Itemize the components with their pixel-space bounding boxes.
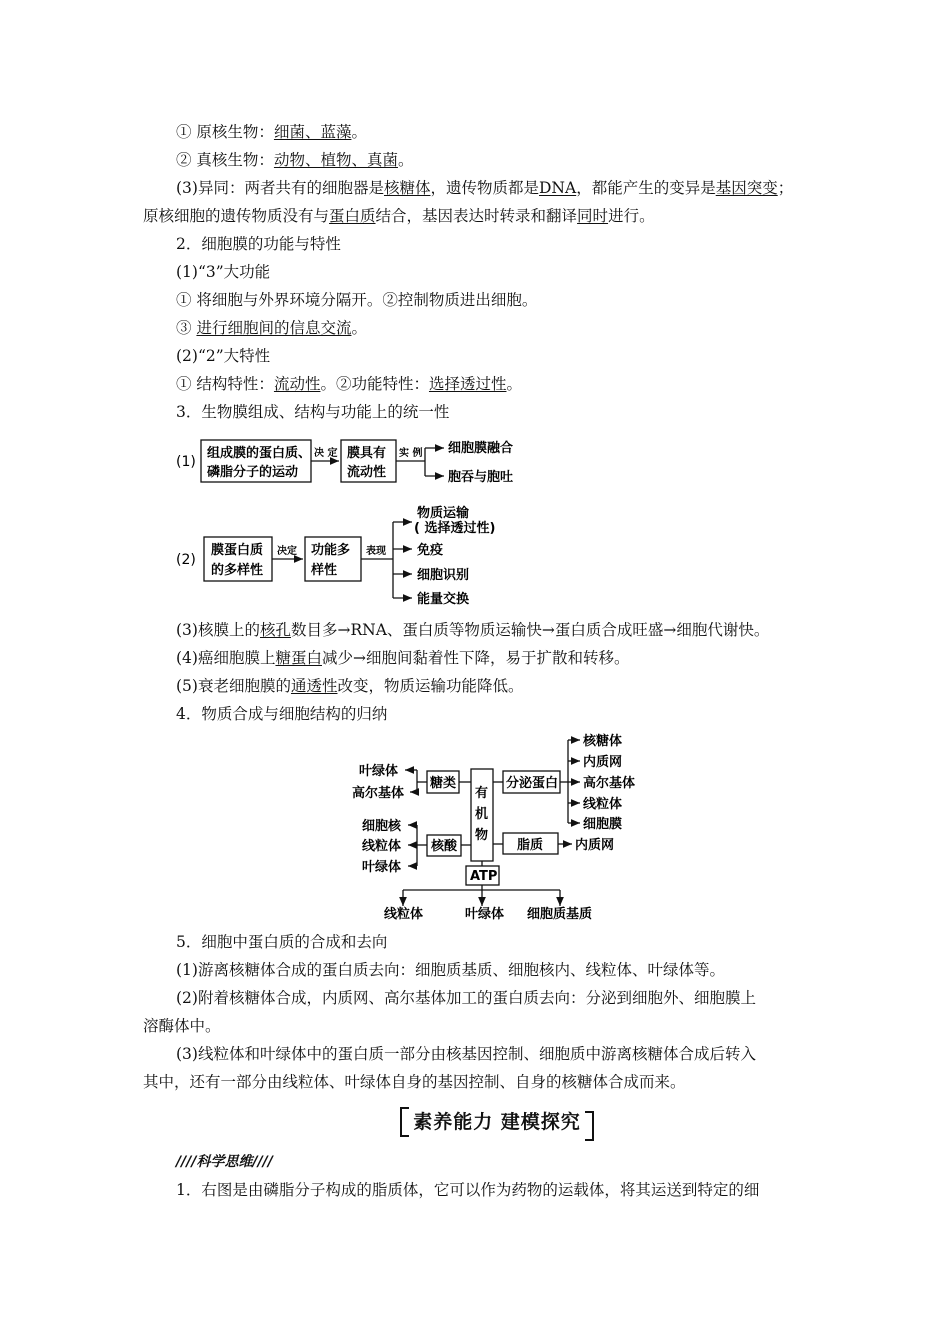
diagram3-right-2: 高尔基体 [583,776,636,791]
diagram3-right-3: 线粒体 [583,797,623,812]
diagram2-num: (2) [176,552,196,568]
diagram3-nucleic: 核酸 [431,839,458,854]
text-line: (4)癌细胞膜上糖蛋白减少→细胞间黏着性下降，易于扩散和转移。 [176,649,630,667]
text-line: ② 真核生物：动物、植物、真菌。 [176,151,414,169]
diagram2-box2-line1: 功能多 [311,543,351,558]
diagram3-bottom-2: 细胞质基质 [527,907,593,922]
diagram1-arrow2-label: 实 例 [399,448,423,459]
text-line: (3)线粒体和叶绿体中的蛋白质一部分由核基因控制、细胞质中游离核糖体合成后转入 [176,1045,756,1063]
diagram3-left-bottom-1: 线粒体 [362,839,402,854]
diagram3-left-bottom-0: 细胞核 [362,819,402,834]
diagram1-num: (1) [176,454,196,470]
text-line: (2)“2”大特性 [176,347,271,365]
diagram2-arrow1-label: 决定 [277,546,297,557]
diagram3-center-1: 机 [475,807,489,822]
text-line: ① 原核生物：细菌、蓝藻。 [176,123,367,141]
text-line: 1．右图是由磷脂分子构成的脂质体，它可以作为药物的运载体，将其运送到特定的细 [176,1181,760,1199]
diagram3-right-0: 核糖体 [583,734,623,749]
diagram2-arrow2-label: 表现 [366,546,386,557]
diagram1-out1: 细胞膜融合 [448,441,514,456]
diagram1-box2-line2: 流动性 [347,465,387,480]
text-line: (5)衰老细胞膜的通透性改变，物质运输功能降低。 [176,677,524,695]
diagram2-out1: 物质运输 [417,506,470,521]
diagram3-secretory: 分泌蛋白 [506,776,559,791]
diagram3-center-0: 有 [475,786,489,801]
text-line: ① 结构特性：流动性。②功能特性：选择透过性。 [176,375,522,393]
text-line: 溶酶体中。 [143,1017,221,1035]
text-line: 原核细胞的遗传物质没有与蛋白质结合，基因表达时转录和翻译同时进行。 [143,207,655,225]
diagram3-er: 内质网 [575,838,615,853]
diagram2-box1-line2: 的多样性 [211,563,264,578]
diagram2-box1-line1: 膜蛋白质 [211,543,264,558]
diagram2-out3: 细胞识别 [417,568,470,583]
section-banner: 素养能力 建模探究 [400,1107,594,1137]
diagram3-right-1: 内质网 [583,755,623,770]
diagram3-bottom-1: 叶绿体 [465,907,505,922]
text-line: 其中，还有一部分由线粒体、叶绿体自身的基因控制、自身的核糖体合成而来。 [143,1073,686,1091]
text-line: (3)核膜上的核孔数目多→RNA、蛋白质等物质运输快→蛋白质合成旺盛→细胞代谢快。 [176,621,770,639]
text-line: (3)异同：两者共有的细胞器是核糖体，遗传物质都是DNA，都能产生的变异是基因突变； [176,179,794,197]
text-line: ① 将细胞与外界环境分隔开。②控制物质进出细胞。 [176,291,538,309]
heading: 3．生物膜组成、结构与功能上的统一性 [176,403,450,421]
diagram3-left-top-0: 叶绿体 [359,764,399,779]
diagram3-lipid: 脂质 [517,838,544,853]
diagram2-out1-sub: ( 选择透过性) [414,521,496,536]
diagram1-arrow1-label: 决 定 [314,448,338,459]
diagram3-left-bottom-2: 叶绿体 [362,860,402,875]
diagram3-right-4: 细胞膜 [583,817,623,832]
diagram1-out2: 胞吞与胞吐 [448,470,514,485]
diagram3-bottom-0: 线粒体 [384,907,424,922]
diagram3-sugar: 糖类 [430,776,457,791]
diagram2-box2-line2: 样性 [311,563,338,578]
text-line: (1)游离核糖体合成的蛋白质去向：细胞质基质、细胞核内、线粒体、叶绿体等。 [176,961,725,979]
section-label: ////科学思维//// [176,1154,273,1170]
diagram1-box2-line1: 膜具有 [347,446,387,461]
diagram3-atp: ATP [470,869,498,884]
text-line: ③ 进行细胞间的信息交流。 [176,319,367,337]
heading: 5．细胞中蛋白质的合成和去向 [176,933,388,951]
text-line: (1)“3”大功能 [176,263,271,281]
heading: 2．细胞膜的功能与特性 [176,235,341,253]
diagram1-box1-line2: 磷脂分子的运动 [207,465,299,480]
diagram2-out4: 能量交换 [417,592,470,607]
diagram3-left-top-1: 高尔基体 [352,786,405,801]
diagram1-box1-line1: 组成膜的蛋白质、 [207,446,312,461]
heading: 4．物质合成与细胞结构的归纳 [176,705,388,723]
diagram3-center-2: 物 [475,828,489,843]
text-line: (2)附着核糖体合成，内质网、高尔基体加工的蛋白质去向：分泌到细胞外、细胞膜上 [176,989,756,1007]
diagram2-out2: 免疫 [417,543,444,558]
